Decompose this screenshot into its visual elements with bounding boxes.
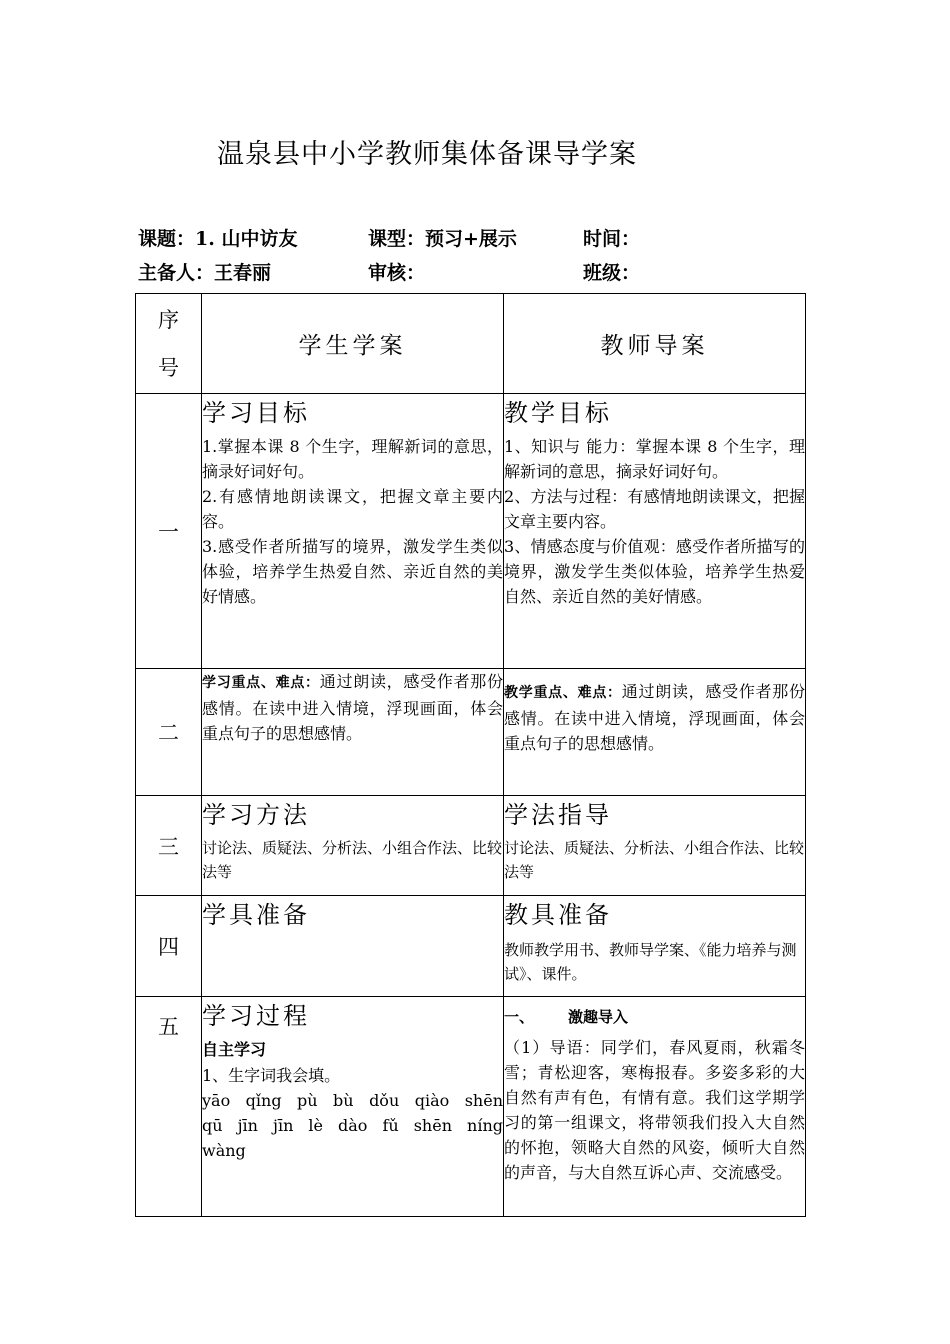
key-points-text: 通过朗读，感受作者那份感情。在读中进入情境，浮现画面，体会重点句子的思想感情。 (202, 672, 503, 743)
section-title: 学具准备 (202, 901, 310, 929)
seq-header (136, 294, 202, 394)
table-row (136, 796, 806, 896)
table-row (136, 669, 806, 796)
task-text: 1、生字词我会填。 (202, 1066, 341, 1085)
key-points-text: 通过朗读，感受作者那份感情。在读中进入情境，浮现画面，体会重点句子的思想感情。 (504, 682, 805, 753)
pinyin-line: wàng (202, 1141, 246, 1160)
key-points-label: 教学重点、难点： (504, 685, 622, 701)
key-points-label: 学习重点、难点： (202, 675, 320, 691)
intro-title: 激趣导入 (568, 1008, 629, 1026)
table-row (136, 394, 806, 669)
goal-line: 1、知识与 能力：掌握本课 8 个生字，理解新词的意思，摘录好词好句。 (504, 437, 805, 481)
row-number: 三 (136, 796, 202, 896)
pinyin-line: qū jīn jīn lè dào fǔ shēn níng (202, 1116, 503, 1135)
seq-header-b: 号 (158, 355, 179, 380)
section-title: 学法指导 (504, 801, 612, 829)
student-cell (202, 896, 504, 997)
meta-time: 时间： (583, 228, 641, 250)
section-title: 教学目标 (504, 399, 612, 427)
materials-text: 教师教学用书、教师导学案、《能力培养与测试》、课件。 (504, 941, 797, 983)
student-cell (202, 669, 504, 796)
row-number: 二 (136, 669, 202, 796)
section-title: 学习方法 (202, 801, 310, 829)
meta-topic: 课题：1. 山中访友 (138, 228, 298, 250)
table-header-row (136, 294, 806, 394)
intro-text: （1）导语：同学们，春风夏雨，秋霜冬雪；青松迎客，寒梅报春。多姿多彩的大自然有声有色，有情有意。我们这学期学习的第一组课文，将带领我们投入大自然的怀抱，领略大自然的风姿，倾听大自然的声音，与大自然互诉心声、交流感受。 (504, 1038, 805, 1182)
section-title: 学习过程 (202, 1002, 310, 1030)
teacher-cell (504, 669, 806, 796)
seq-header-a: 序 (158, 307, 179, 332)
lesson-plan-table (135, 293, 806, 1217)
student-cell (202, 997, 504, 1217)
table-row (136, 997, 806, 1217)
teacher-cell (504, 896, 806, 997)
row-number: 四 (136, 896, 202, 997)
section-title: 学习目标 (202, 399, 310, 427)
meta-type: 课型：预习+展示 (368, 228, 517, 250)
meta-author: 主备人：王春丽 (138, 262, 272, 284)
row-number: 一 (136, 394, 202, 669)
goal-line: 3.感受作者所描写的境界，激发学生类似体验，培养学生热爱自然、亲近自然的美好情感。 (202, 537, 503, 606)
student-cell (202, 394, 504, 669)
meta-review: 审核： (368, 262, 426, 284)
goal-line: 2.有感情地朗读课文，把握文章主要内容。 (202, 487, 503, 531)
student-cell (202, 796, 504, 896)
goal-line: 3、情感态度与价值观：感受作者所描写的境界，激发学生类似体验，培养学生热爱自然、亲近自然的美好情感。 (504, 537, 805, 606)
intro-number: 一、 (504, 1008, 535, 1026)
row-number: 五 (136, 997, 202, 1217)
section-title: 教具准备 (504, 901, 612, 929)
teacher-header: 教师导案 (504, 294, 806, 394)
teacher-cell (504, 997, 806, 1217)
goal-line: 2、方法与过程：有感情地朗读课文，把握文章主要内容。 (504, 487, 805, 531)
teacher-cell (504, 796, 806, 896)
goal-line: 1.掌握本课 8 个生字，理解新词的意思，摘录好词好句。 (202, 437, 503, 481)
meta-class: 班级： (583, 262, 641, 284)
pinyin-line: yāo qǐng pù bù dǒu qiào shēn (202, 1091, 503, 1110)
subsection-title: 自主学习 (202, 1040, 267, 1059)
teacher-cell (504, 394, 806, 669)
method-text: 讨论法、质疑法、分析法、小组合作法、比较法等 (504, 839, 805, 881)
document-title: 温泉县中小学教师集体备课导学案 (217, 139, 637, 170)
table-row (136, 896, 806, 997)
student-header: 学生学案 (202, 294, 504, 394)
method-text: 讨论法、质疑法、分析法、小组合作法、比较法等 (202, 839, 503, 881)
